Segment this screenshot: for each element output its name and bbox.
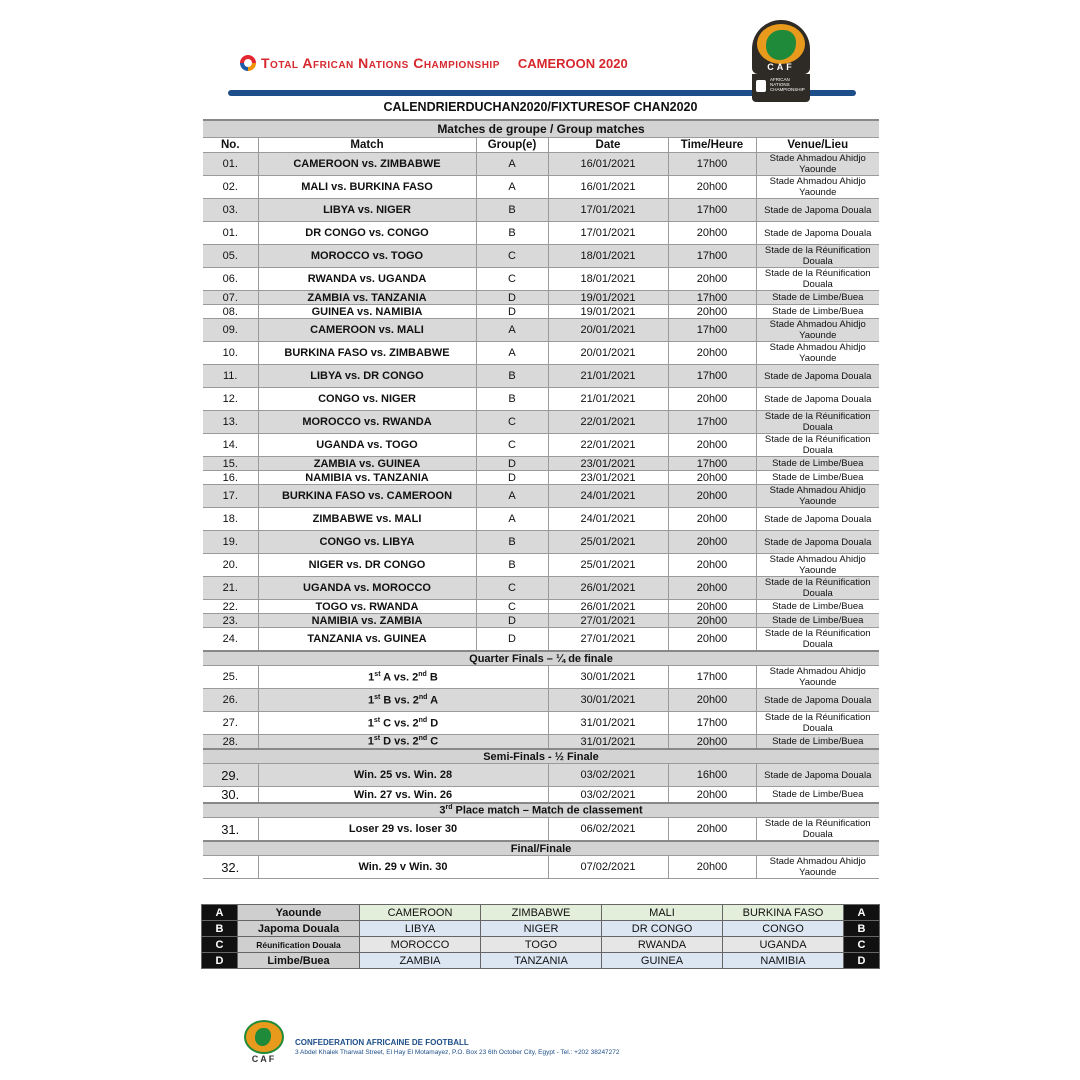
fixture-number: 12.: [203, 388, 258, 411]
fixture-time: 20h00: [668, 268, 756, 291]
group-letter-badge: B: [202, 921, 238, 937]
group-team: CONGO: [723, 921, 844, 937]
fixture-date: 18/01/2021: [548, 268, 668, 291]
section-title: Final/Finale: [203, 841, 879, 856]
fixture-date: 30/01/2021: [548, 666, 668, 689]
fixture-number: 28.: [203, 735, 258, 750]
fixture-row: [203, 735, 879, 750]
fixture-number: 14.: [203, 434, 258, 457]
fixture-date: 20/01/2021: [548, 319, 668, 342]
fixture-venue: Stade de Japoma Douala: [756, 365, 879, 388]
fixture-match: 1st C vs. 2nd D: [258, 712, 548, 735]
brand-title: Total African Nations Championship: [261, 55, 500, 71]
fixture-row: [203, 305, 879, 319]
column-header-venue: Venue/Lieu: [756, 138, 879, 153]
fixture-group: B: [476, 531, 548, 554]
legend-row-group-c: [202, 937, 880, 953]
fixture-time: 20h00: [668, 600, 756, 614]
fixture-match: Loser 29 vs. loser 30: [258, 818, 548, 842]
fixture-row: [203, 411, 879, 434]
fixture-date: 19/01/2021: [548, 291, 668, 305]
fixture-row: [203, 291, 879, 305]
fixture-match: Win. 27 vs. Win. 26: [258, 787, 548, 804]
fixture-time: 20h00: [668, 735, 756, 750]
fixture-group: C: [476, 577, 548, 600]
group-city: Réunification Douala: [238, 937, 360, 953]
fixture-date: 31/01/2021: [548, 712, 668, 735]
fixture-row: [203, 153, 879, 176]
fixture-venue: Stade de Limbe/Buea: [756, 600, 879, 614]
fixture-group: A: [476, 153, 548, 176]
fixture-time: 20h00: [668, 176, 756, 199]
fixture-row: [203, 787, 879, 804]
fixture-match: UGANDA vs. MOROCCO: [258, 577, 476, 600]
fixtures-table: [203, 119, 879, 879]
fixture-time: 20h00: [668, 787, 756, 804]
fixture-time: 20h00: [668, 856, 756, 879]
fixture-venue: Stade Ahmadou Ahidjo Yaounde: [756, 485, 879, 508]
fixture-match: BURKINA FASO vs. ZIMBABWE: [258, 342, 476, 365]
section-title: Quarter Finals – ¼ de finale: [203, 651, 879, 666]
fixture-group: D: [476, 628, 548, 652]
fixture-venue: Stade de la Réunification Douala: [756, 577, 879, 600]
fixture-row: [203, 365, 879, 388]
fixture-date: 21/01/2021: [548, 365, 668, 388]
fixture-group: C: [476, 245, 548, 268]
fixture-group: B: [476, 199, 548, 222]
fixture-number: 22.: [203, 600, 258, 614]
fixture-venue: Stade de la Réunification Douala: [756, 434, 879, 457]
fixture-match: BURKINA FASO vs. CAMEROON: [258, 485, 476, 508]
fixture-time: 17h00: [668, 199, 756, 222]
fixture-venue: Stade de Japoma Douala: [756, 764, 879, 787]
fixture-venue: Stade Ahmadou Ahidjo Yaounde: [756, 153, 879, 176]
fixture-group: C: [476, 434, 548, 457]
fixture-venue: Stade de Japoma Douala: [756, 388, 879, 411]
fixture-time: 20h00: [668, 577, 756, 600]
fixture-date: 24/01/2021: [548, 508, 668, 531]
legend-row-group-a: [202, 905, 880, 921]
fixture-venue: Stade Ahmadou Ahidjo Yaounde: [756, 176, 879, 199]
fixture-number: 24.: [203, 628, 258, 652]
fixture-group: D: [476, 614, 548, 628]
fixture-group: A: [476, 176, 548, 199]
group-letter-badge: C: [844, 937, 880, 953]
fixture-number: 20.: [203, 554, 258, 577]
fixture-row: [203, 485, 879, 508]
group-letter-badge: B: [844, 921, 880, 937]
column-header-date: Date: [548, 138, 668, 153]
fixture-number: 30.: [203, 787, 258, 804]
fixture-number: 11.: [203, 365, 258, 388]
fixture-match: TOGO vs. RWANDA: [258, 600, 476, 614]
caf-chan-badge-icon: CAF AFRICAN NATIONS CHAMPIONSHIP: [752, 20, 810, 102]
group-letter-badge: D: [844, 953, 880, 969]
fixture-number: 19.: [203, 531, 258, 554]
fixture-row: [203, 222, 879, 245]
fixture-venue: Stade de la Réunification Douala: [756, 712, 879, 735]
group-letter-badge: C: [202, 937, 238, 953]
fixture-time: 20h00: [668, 554, 756, 577]
fixture-row: [203, 199, 879, 222]
fixture-row: [203, 856, 879, 879]
fixture-number: 15.: [203, 457, 258, 471]
fixture-time: 20h00: [668, 628, 756, 652]
fixture-match: ZIMBABWE vs. MALI: [258, 508, 476, 531]
group-team: TOGO: [481, 937, 602, 953]
fixture-date: 17/01/2021: [548, 199, 668, 222]
fixture-group: B: [476, 388, 548, 411]
edition-title: CAMEROON 2020: [517, 55, 628, 71]
legend-row-group-d: [202, 953, 880, 969]
fixture-number: 32.: [203, 856, 258, 879]
group-team: TANZANIA: [481, 953, 602, 969]
fixture-time: 17h00: [668, 457, 756, 471]
column-header-row: [203, 138, 879, 153]
fixture-venue: Stade de Japoma Douala: [756, 222, 879, 245]
fixture-venue: Stade de Japoma Douala: [756, 531, 879, 554]
fixture-match: DR CONGO vs. CONGO: [258, 222, 476, 245]
group-team: BURKINA FASO: [723, 905, 844, 921]
fixture-row: [203, 614, 879, 628]
fixture-number: 03.: [203, 199, 258, 222]
group-team: ZAMBIA: [360, 953, 481, 969]
footer-organization: CONFEDERATION AFRICAINE DE FOOTBALL: [295, 1038, 469, 1047]
fixture-row: [203, 388, 879, 411]
fixture-time: 20h00: [668, 689, 756, 712]
fixture-match: ZAMBIA vs. GUINEA: [258, 457, 476, 471]
group-team: DR CONGO: [602, 921, 723, 937]
fixture-date: 22/01/2021: [548, 411, 668, 434]
fixture-row: [203, 666, 879, 689]
fixture-match: Win. 25 vs. Win. 28: [258, 764, 548, 787]
fixture-row: [203, 245, 879, 268]
group-team: RWANDA: [602, 937, 723, 953]
fixture-number: 16.: [203, 471, 258, 485]
fixture-number: 18.: [203, 508, 258, 531]
section-header-row: [203, 841, 879, 856]
fixture-number: 23.: [203, 614, 258, 628]
fixture-match: 1st B vs. 2nd A: [258, 689, 548, 712]
fixture-row: [203, 712, 879, 735]
fixture-group: D: [476, 457, 548, 471]
document-title: CALENDRIERDUCHAN2020/FIXTURESOF CHAN2020: [383, 100, 698, 114]
section-header-row: [203, 120, 879, 138]
fixture-venue: Stade de Limbe/Buea: [756, 471, 879, 485]
group-city: Japoma Douala: [238, 921, 360, 937]
fixture-match: MOROCCO vs. TOGO: [258, 245, 476, 268]
fixture-group: A: [476, 319, 548, 342]
fixture-number: 29.: [203, 764, 258, 787]
fixture-row: [203, 508, 879, 531]
section-header-row: [203, 651, 879, 666]
fixture-number: 26.: [203, 689, 258, 712]
group-team: NIGER: [481, 921, 602, 937]
fixture-match: 1st D vs. 2nd C: [258, 735, 548, 750]
fixture-match: NAMIBIA vs. ZAMBIA: [258, 614, 476, 628]
fixture-number: 06.: [203, 268, 258, 291]
fixture-venue: Stade de Limbe/Buea: [756, 614, 879, 628]
fixture-venue: Stade de Japoma Douala: [756, 199, 879, 222]
fixture-date: 16/01/2021: [548, 153, 668, 176]
group-team: ZIMBABWE: [481, 905, 602, 921]
fixture-row: [203, 471, 879, 485]
fixture-row: [203, 457, 879, 471]
fixture-venue: Stade de la Réunification Douala: [756, 268, 879, 291]
fixture-date: 27/01/2021: [548, 614, 668, 628]
fixture-group: A: [476, 485, 548, 508]
fixture-number: 21.: [203, 577, 258, 600]
legend-row-group-b: [202, 921, 880, 937]
fixture-group: D: [476, 305, 548, 319]
fixture-date: 24/01/2021: [548, 485, 668, 508]
fixture-group: C: [476, 600, 548, 614]
section-title: 3rd Place match – Match de classement: [203, 803, 879, 818]
fixture-time: 17h00: [668, 153, 756, 176]
fixture-time: 16h00: [668, 764, 756, 787]
fixture-time: 17h00: [668, 712, 756, 735]
fixture-group: D: [476, 291, 548, 305]
fixture-time: 17h00: [668, 291, 756, 305]
fixture-time: 20h00: [668, 508, 756, 531]
fixture-group: C: [476, 411, 548, 434]
fixture-row: [203, 628, 879, 652]
fixture-time: 17h00: [668, 245, 756, 268]
fixture-venue: Stade de Limbe/Buea: [756, 787, 879, 804]
fixture-date: 16/01/2021: [548, 176, 668, 199]
fixture-venue: Stade de Limbe/Buea: [756, 291, 879, 305]
section-header-row: [203, 749, 879, 764]
fixture-date: 26/01/2021: [548, 577, 668, 600]
fixture-date: 06/02/2021: [548, 818, 668, 842]
fixture-date: 25/01/2021: [548, 554, 668, 577]
column-header-time: Time/Heure: [668, 138, 756, 153]
fixture-match: CONGO vs. NIGER: [258, 388, 476, 411]
fixture-venue: Stade de Japoma Douala: [756, 689, 879, 712]
fixture-match: Win. 29 v Win. 30: [258, 856, 548, 879]
fixture-venue: Stade Ahmadou Ahidjo Yaounde: [756, 666, 879, 689]
section-title: Matches de groupe / Group matches: [203, 120, 879, 138]
fixture-venue: Stade de la Réunification Douala: [756, 818, 879, 842]
fixture-venue: Stade Ahmadou Ahidjo Yaounde: [756, 856, 879, 879]
fixture-venue: Stade de Limbe/Buea: [756, 457, 879, 471]
group-team: MOROCCO: [360, 937, 481, 953]
fixture-row: [203, 554, 879, 577]
fixture-group: C: [476, 268, 548, 291]
group-team: MALI: [602, 905, 723, 921]
fixture-time: 20h00: [668, 531, 756, 554]
fixture-match: CONGO vs. LIBYA: [258, 531, 476, 554]
fixture-number: 10.: [203, 342, 258, 365]
column-header-no: No.: [203, 138, 258, 153]
fixture-venue: Stade de la Réunification Douala: [756, 245, 879, 268]
fixture-match: MOROCCO vs. RWANDA: [258, 411, 476, 434]
fixture-date: 03/02/2021: [548, 764, 668, 787]
fixture-match: 1st A vs. 2nd B: [258, 666, 548, 689]
fixture-group: B: [476, 222, 548, 245]
fixture-row: [203, 818, 879, 842]
fixture-match: MALI vs. BURKINA FASO: [258, 176, 476, 199]
fixture-match: ZAMBIA vs. TANZANIA: [258, 291, 476, 305]
fixture-number: 07.: [203, 291, 258, 305]
fixture-date: 07/02/2021: [548, 856, 668, 879]
group-team: GUINEA: [602, 953, 723, 969]
fixture-number: 25.: [203, 666, 258, 689]
fixture-row: [203, 531, 879, 554]
fixture-time: 20h00: [668, 614, 756, 628]
group-team: UGANDA: [723, 937, 844, 953]
fixture-row: [203, 434, 879, 457]
fixture-group: B: [476, 554, 548, 577]
group-city: Yaounde: [238, 905, 360, 921]
fixture-time: 20h00: [668, 471, 756, 485]
fixture-date: 23/01/2021: [548, 471, 668, 485]
fixture-row: [203, 176, 879, 199]
page-header: [240, 52, 628, 74]
fixture-number: 27.: [203, 712, 258, 735]
fixture-number: 31.: [203, 818, 258, 842]
fixture-date: 26/01/2021: [548, 600, 668, 614]
fixture-number: 09.: [203, 319, 258, 342]
group-letter-badge: D: [202, 953, 238, 969]
fixture-date: 20/01/2021: [548, 342, 668, 365]
group-letter-badge: A: [202, 905, 238, 921]
fixture-number: 05.: [203, 245, 258, 268]
fixture-venue: Stade de la Réunification Douala: [756, 628, 879, 652]
fixture-match: NIGER vs. DR CONGO: [258, 554, 476, 577]
fixture-time: 20h00: [668, 342, 756, 365]
fixture-match: GUINEA vs. NAMIBIA: [258, 305, 476, 319]
fixture-row: [203, 342, 879, 365]
fixture-row: [203, 689, 879, 712]
column-header-match: Match: [258, 138, 476, 153]
fixture-time: 17h00: [668, 666, 756, 689]
fixture-match: LIBYA vs. DR CONGO: [258, 365, 476, 388]
fixture-time: 20h00: [668, 818, 756, 842]
fixture-venue: Stade Ahmadou Ahidjo Yaounde: [756, 554, 879, 577]
fixture-date: 19/01/2021: [548, 305, 668, 319]
fixture-group: D: [476, 471, 548, 485]
fixture-date: 22/01/2021: [548, 434, 668, 457]
fixture-match: RWANDA vs. UGANDA: [258, 268, 476, 291]
fixture-time: 17h00: [668, 319, 756, 342]
fixture-time: 20h00: [668, 388, 756, 411]
footer-address: 3 Abdel Khalek Tharwat Street, El Hay El Motamayez, P.O. Box 23 6th October City, Egypt - Tel.: +202 38247272: [295, 1049, 620, 1056]
fixture-match: CAMEROON vs. MALI: [258, 319, 476, 342]
fixture-venue: Stade Ahmadou Ahidjo Yaounde: [756, 319, 879, 342]
fixture-venue: Stade de la Réunification Douala: [756, 411, 879, 434]
fixture-date: 25/01/2021: [548, 531, 668, 554]
fixture-group: A: [476, 342, 548, 365]
fixture-match: TANZANIA vs. GUINEA: [258, 628, 476, 652]
group-legend-table: [201, 904, 880, 969]
fixture-match: LIBYA vs. NIGER: [258, 199, 476, 222]
caf-footer-logo-icon: CAF: [244, 1020, 284, 1062]
fixture-group: A: [476, 508, 548, 531]
fixture-number: 01.: [203, 222, 258, 245]
fixture-time: 17h00: [668, 411, 756, 434]
group-city: Limbe/Buea: [238, 953, 360, 969]
fixture-time: 17h00: [668, 365, 756, 388]
total-logo-icon: [240, 55, 256, 71]
fixture-date: 17/01/2021: [548, 222, 668, 245]
fixture-number: 01.: [203, 153, 258, 176]
fixture-row: [203, 764, 879, 787]
fixture-venue: Stade de Limbe/Buea: [756, 305, 879, 319]
fixture-row: [203, 577, 879, 600]
fixture-time: 20h00: [668, 305, 756, 319]
fixture-date: 23/01/2021: [548, 457, 668, 471]
section-header-row: [203, 803, 879, 818]
fixture-number: 17.: [203, 485, 258, 508]
fixture-row: [203, 268, 879, 291]
fixture-time: 20h00: [668, 222, 756, 245]
fixture-group: B: [476, 365, 548, 388]
fixture-match: UGANDA vs. TOGO: [258, 434, 476, 457]
fixture-date: 03/02/2021: [548, 787, 668, 804]
fixture-number: 13.: [203, 411, 258, 434]
fixture-match: NAMIBIA vs. TANZANIA: [258, 471, 476, 485]
fixture-number: 02.: [203, 176, 258, 199]
fixture-date: 30/01/2021: [548, 689, 668, 712]
fixture-row: [203, 319, 879, 342]
fixture-row: [203, 600, 879, 614]
fixture-venue: Stade Ahmadou Ahidjo Yaounde: [756, 342, 879, 365]
section-title: Semi-Finals - ½ Finale: [203, 749, 879, 764]
fixture-date: 18/01/2021: [548, 245, 668, 268]
group-letter-badge: A: [844, 905, 880, 921]
group-team: CAMEROON: [360, 905, 481, 921]
fixture-match: CAMEROON vs. ZIMBABWE: [258, 153, 476, 176]
group-team: LIBYA: [360, 921, 481, 937]
column-header-group: Group(e): [476, 138, 548, 153]
fixture-venue: Stade de Japoma Douala: [756, 508, 879, 531]
group-team: NAMIBIA: [723, 953, 844, 969]
fixture-time: 20h00: [668, 434, 756, 457]
fixture-date: 31/01/2021: [548, 735, 668, 750]
fixture-date: 27/01/2021: [548, 628, 668, 652]
fixture-venue: Stade de Limbe/Buea: [756, 735, 879, 750]
fixture-date: 21/01/2021: [548, 388, 668, 411]
fixture-time: 20h00: [668, 485, 756, 508]
fixture-number: 08.: [203, 305, 258, 319]
